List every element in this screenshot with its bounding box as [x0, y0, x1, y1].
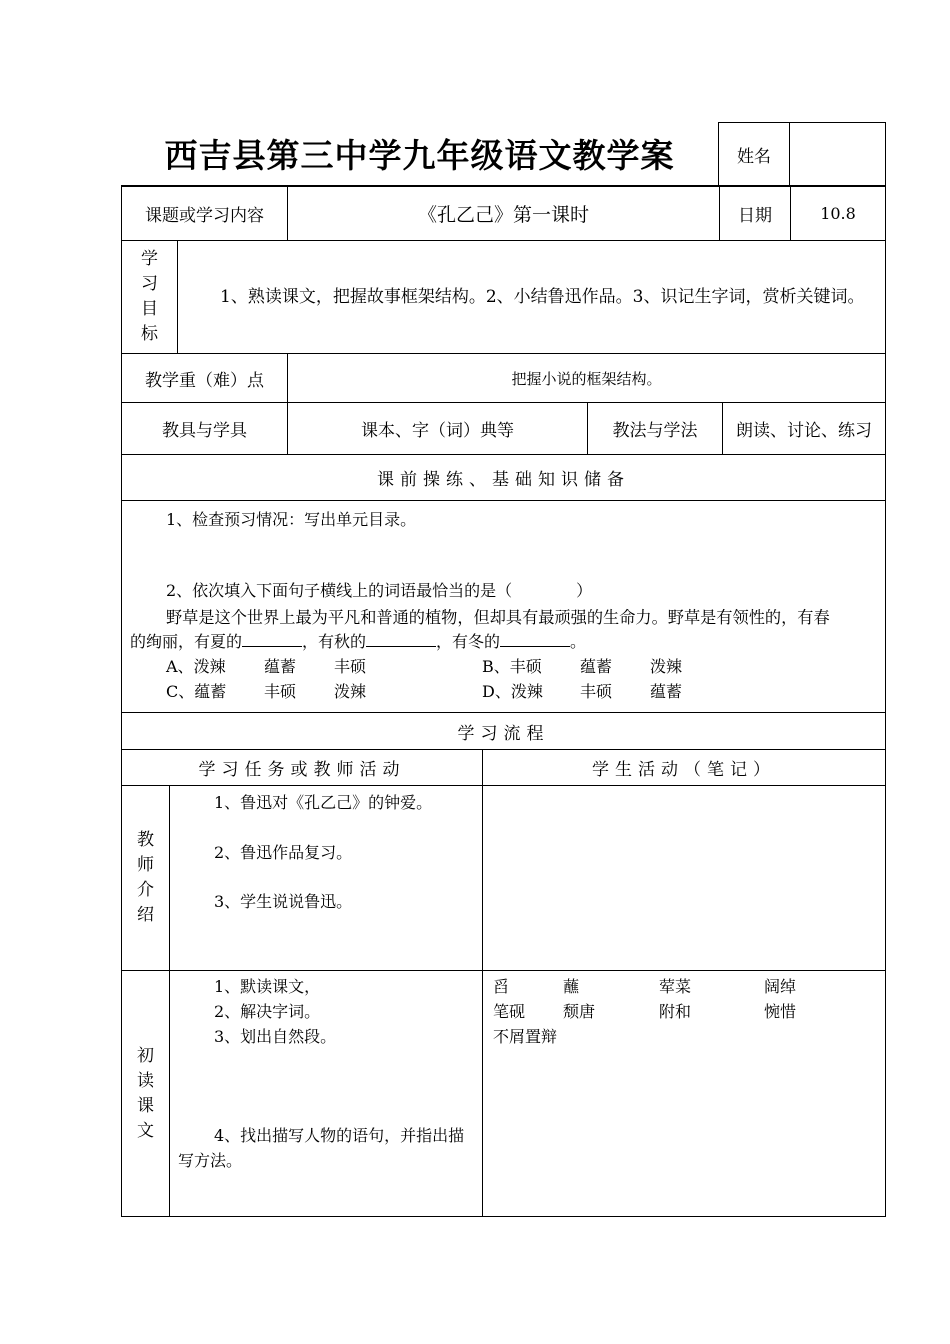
flow-section-intro — [121, 786, 886, 971]
preclass-q2: 2、依次填入下面句子横线上的词语最恰当的是（ ） — [166, 581, 593, 600]
intro-items — [170, 786, 483, 970]
preclass-q1: 1、检查预习情况：写出单元目录。 — [166, 510, 417, 529]
word-1: 舀 — [493, 977, 510, 996]
student-column-header: 学生活动（笔记） — [592, 760, 776, 780]
flow-section-reading — [121, 971, 886, 1217]
objectives-row — [121, 241, 886, 354]
word-8: 惋惜 — [764, 1002, 797, 1021]
option-b-word-2: 蕴蓄 — [580, 657, 613, 676]
name-box — [718, 122, 886, 185]
option-a — [166, 654, 226, 677]
flow-heading: 学习流程 — [457, 723, 550, 744]
option-c-word-3: 泼辣 — [334, 682, 367, 701]
method-value: 朗读、讨论、练习 — [736, 421, 872, 441]
intro-label: 教师介绍 — [137, 830, 154, 925]
option-d-word-1: 泼辣 — [510, 682, 543, 701]
option-b — [482, 654, 542, 677]
name-field[interactable] — [790, 123, 885, 185]
intro-label-cell — [122, 786, 170, 970]
key-points-label: 教学重（难）点 — [122, 354, 288, 402]
flow-columns-row — [121, 750, 886, 786]
option-a-word-2: 蕴蓄 — [264, 657, 297, 676]
option-b-word-1: 丰硕 — [509, 657, 542, 676]
reading-label: 初读课文 — [137, 1045, 154, 1141]
option-a-word-3: 丰硕 — [334, 657, 367, 676]
word-4: 阔绰 — [764, 977, 797, 996]
key-points-row — [121, 354, 886, 403]
page-title: 西吉县第三中学九年级语文教学案 — [164, 136, 675, 175]
reading-item-4: 4、找出描写人物的语句，并指出描写方法。 — [178, 1126, 465, 1170]
blank-2 — [366, 632, 436, 647]
passage-line-2 — [130, 629, 586, 652]
option-c-label: C、 — [166, 682, 195, 701]
title-row — [121, 122, 886, 186]
lesson-plan-table — [121, 122, 886, 1217]
topic-label: 课题或学习内容 — [122, 187, 288, 240]
blank-1 — [242, 632, 302, 647]
preclass-heading: 课前操练、基础知识储备 — [377, 470, 630, 490]
intro-notes[interactable] — [483, 786, 885, 970]
passage-part-1: 的绚丽，有夏的 — [130, 632, 243, 651]
page-title-cell — [121, 122, 718, 185]
topic-row — [121, 186, 886, 241]
option-c — [166, 679, 226, 702]
word-5: 笔砚 — [493, 1002, 526, 1021]
reading-items — [170, 971, 483, 1216]
date-value: 10.8 — [820, 204, 856, 223]
objectives-label: 学习目标 — [141, 249, 158, 344]
teacher-column-header: 学习任务或教师活动 — [122, 750, 483, 785]
name-label: 姓名 — [719, 123, 790, 185]
reading-label-cell — [122, 971, 170, 1216]
option-b-word-3: 泼辣 — [650, 657, 683, 676]
word-6: 颓唐 — [563, 1002, 596, 1021]
intro-item-1: 1、鲁迅对《孔乙己》的钟爱。 — [214, 793, 433, 812]
passage-part-3: ，有冬的 — [436, 632, 501, 651]
option-a-label: A、 — [166, 657, 194, 676]
option-d-label: D、 — [482, 682, 511, 701]
intro-item-3: 3、学生说说鲁迅。 — [214, 892, 353, 911]
preclass-content — [122, 501, 885, 712]
option-d-word-2: 丰硕 — [580, 682, 613, 701]
objectives-text: 1、熟读课文，把握故事框架结构。2、小结鲁迅作品。3、识记生字词，赏析关键词。 — [220, 286, 865, 307]
word-9: 不屑置辩 — [493, 1027, 558, 1046]
intro-item-2: 2、鲁迅作品复习。 — [214, 843, 353, 862]
tools-label: 教具与学具 — [122, 403, 288, 454]
date-label: 日期 — [720, 187, 791, 240]
option-c-word-1: 蕴蓄 — [194, 682, 227, 701]
blank-3 — [500, 632, 570, 647]
preclass-heading-row — [121, 455, 886, 501]
objectives-label-cell — [122, 241, 178, 353]
preclass-content-row — [121, 501, 886, 713]
tools-row — [121, 403, 886, 455]
passage-part-2: ，有秋的 — [302, 632, 367, 651]
word-2: 蘸 — [563, 977, 580, 996]
reading-notes — [483, 971, 885, 1216]
passage-part-4: 。 — [570, 632, 587, 651]
topic-value: 《孔乙己》第一课时 — [288, 187, 720, 240]
word-7: 附和 — [659, 1002, 692, 1021]
reading-item-1: 1、默读课文， — [214, 977, 321, 996]
option-d — [482, 679, 543, 702]
key-points-value: 把握小说的框架结构。 — [511, 369, 662, 388]
flow-heading-row — [121, 713, 886, 750]
word-3: 荤菜 — [659, 977, 692, 996]
reading-item-3: 3、划出自然段。 — [214, 1027, 337, 1046]
tools-value: 课本、字（词）典等 — [288, 403, 588, 454]
option-b-label: B、 — [482, 657, 510, 676]
method-label: 教法与学法 — [588, 403, 723, 454]
option-c-word-2: 丰硕 — [264, 682, 297, 701]
option-d-word-3: 蕴蓄 — [650, 682, 683, 701]
passage-line-1: 野草是这个世界上最为平凡和普通的植物，但却具有最顽强的生命力。野草是有领性的，有春 — [166, 608, 830, 627]
reading-item-2: 2、解决字词。 — [214, 1002, 321, 1021]
option-a-word-1: 泼辣 — [193, 657, 226, 676]
objectives-text-cell — [178, 241, 885, 353]
